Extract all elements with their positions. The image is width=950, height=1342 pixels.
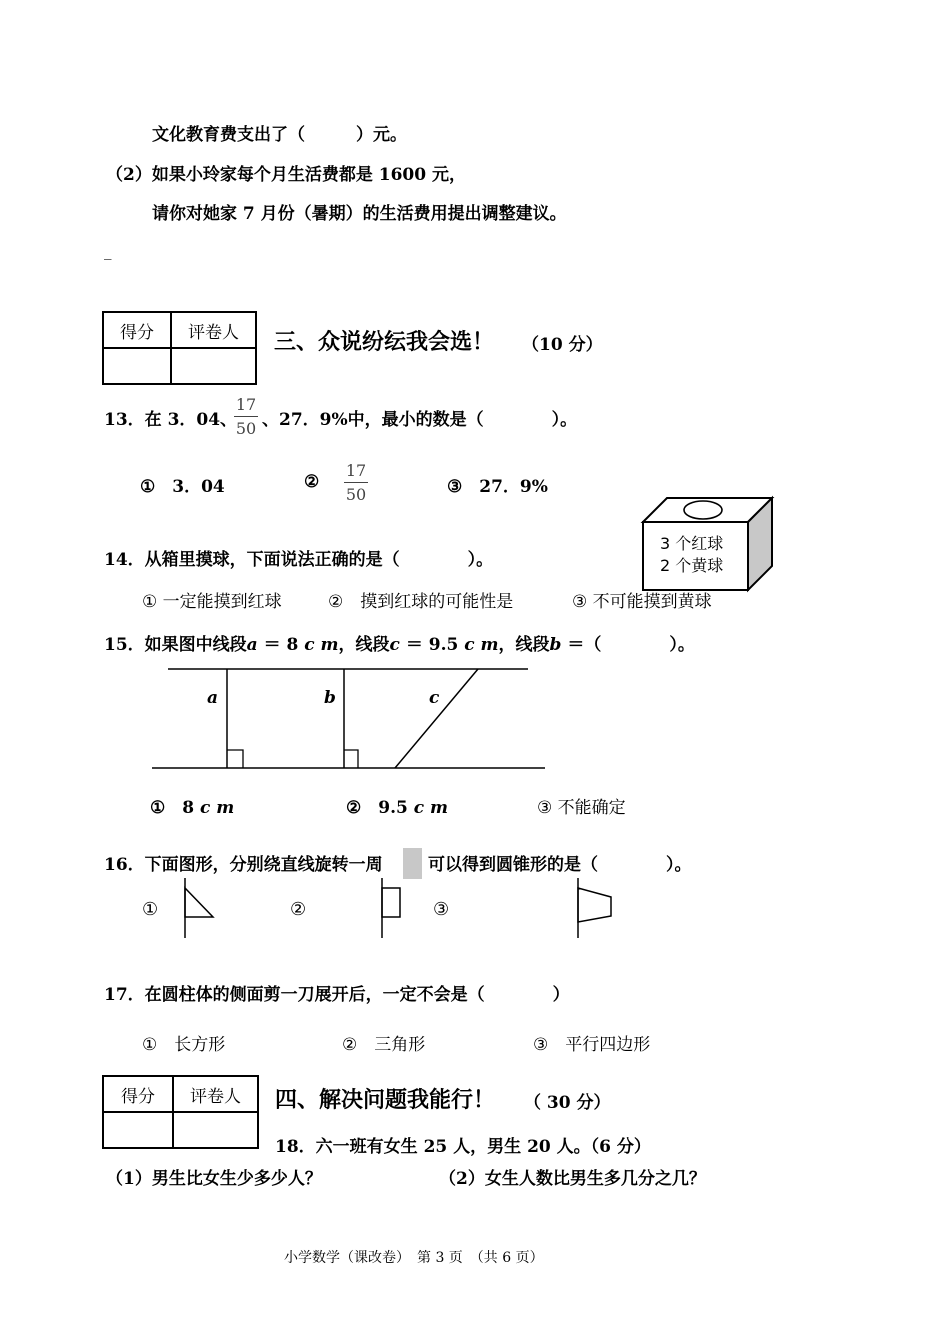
q15-var-b: b xyxy=(549,635,562,655)
q15-option-2-num: ② 9.5 xyxy=(346,798,408,818)
text-line-expense: 文化教育费支出了（ ）元。 xyxy=(152,125,407,145)
q15-option-2-unit: c m xyxy=(413,798,449,818)
q18-sub-2: （2）女生人数比男生多几分之几？ xyxy=(439,1169,706,1189)
q15-var-c: c xyxy=(389,635,400,655)
section3-title: 三、众说纷纭我会选！ xyxy=(274,330,495,355)
q13-stem-a: 13．在 3．04、 xyxy=(104,410,238,430)
grader-cell[interactable] xyxy=(173,1112,258,1148)
q15-stem-a: 15．如果图中线段 xyxy=(104,635,247,655)
q17-stem: 17．在圆柱体的侧面剪一刀展开后，一定不会是（ ） xyxy=(104,985,570,1005)
fraction-numerator: 17 xyxy=(234,394,258,417)
q15-option-1-unit: c m xyxy=(200,798,235,818)
q15-unit-c: c m xyxy=(464,635,499,655)
grader-label: 评卷人 xyxy=(171,312,256,348)
grader-label: 评卷人 xyxy=(173,1076,258,1112)
q17-option-1[interactable]: ① 长方形 xyxy=(142,1035,226,1055)
q15-option-1-num: ① 8 xyxy=(150,798,195,818)
segment-a-label: a xyxy=(207,688,219,708)
box-label-yellow: 2 个黄球 xyxy=(660,556,724,575)
q15-option-3[interactable]: ③ 不能确定 xyxy=(537,798,626,818)
q14-stem: 14．从箱里摸球，下面说法正确的是（ ）。 xyxy=(104,550,494,570)
fraction-denominator: 50 xyxy=(345,485,367,504)
section3-points: （10 分） xyxy=(522,335,603,355)
q16-stem-b: 可以得到圆锥形的是（ ）。 xyxy=(428,855,692,875)
q15-comma-1: ，线段 xyxy=(338,635,390,655)
q15-unit-a: c m xyxy=(304,635,339,655)
right-triangle-shape xyxy=(185,888,213,917)
section4-points: （ 30 分） xyxy=(524,1093,611,1113)
q13-option-3[interactable]: ③ 27．9% xyxy=(447,477,548,497)
q14-option-1[interactable]: ① 一定能摸到红球 xyxy=(142,592,282,612)
segment-c-label: c xyxy=(429,688,440,708)
score-table-section4 xyxy=(102,1075,259,1149)
text-line-living-cost: （2）如果小玲家每个月生活费都是 1600 元， xyxy=(106,165,466,185)
box-label-red: 3 个红球 xyxy=(660,534,724,553)
q17-option-3[interactable]: ③ 平行四边形 xyxy=(533,1035,651,1055)
q18-stem: 18．六一班有女生 25 人，男生 20 人。（6 分） xyxy=(275,1137,651,1157)
q16-option-1[interactable]: ① xyxy=(142,899,159,920)
q15-eq-c: ＝ 9.5 xyxy=(405,635,459,655)
q15-eq-a: ＝ 8 xyxy=(263,635,299,655)
q16-option-3[interactable]: ③ xyxy=(433,899,450,920)
q13-option-2[interactable]: ② xyxy=(304,472,320,492)
score-label: 得分 xyxy=(103,312,171,348)
q14-option-2[interactable]: ② 摸到红球的可能性是 xyxy=(328,592,514,612)
answer-dash: _ xyxy=(104,242,112,260)
q18-sub-1: （1）男生比女生少多少人？ xyxy=(106,1169,322,1189)
trapezoid-shape xyxy=(578,888,611,922)
q13-stem-b: 、27．9%中，最小的数是（ ）。 xyxy=(262,410,578,430)
q16-stem-a: 16．下面图形，分别绕直线旋转一周 xyxy=(104,855,383,875)
q15-comma-2: ，线段 xyxy=(498,635,550,655)
section4-title: 四、解决问题我能行！ xyxy=(275,1088,496,1113)
q17-option-2[interactable]: ② 三角形 xyxy=(342,1035,426,1055)
page-footer: 小学数学（课改卷） 第 3 页 （共 6 页） xyxy=(284,1250,544,1266)
q14-option-3[interactable]: ③ 不可能摸到黄球 xyxy=(572,592,712,612)
score-cell[interactable] xyxy=(103,1112,173,1148)
rectangle-shape xyxy=(382,888,400,917)
q15-var-a: a xyxy=(246,635,258,655)
q13-option-1[interactable]: ① 3．04 xyxy=(140,477,225,497)
score-label: 得分 xyxy=(103,1076,173,1112)
segment-b-label: b xyxy=(324,688,336,708)
q16-option-2[interactable]: ② xyxy=(290,899,307,920)
fraction-denominator: 50 xyxy=(235,419,257,438)
fraction-numerator: 17 xyxy=(344,460,368,483)
q15-tail: ＝（ ）。 xyxy=(567,635,695,655)
text-line-suggestion: 请你对她家 7 月份（暑期）的生活费用提出调整建议。 xyxy=(152,204,567,224)
